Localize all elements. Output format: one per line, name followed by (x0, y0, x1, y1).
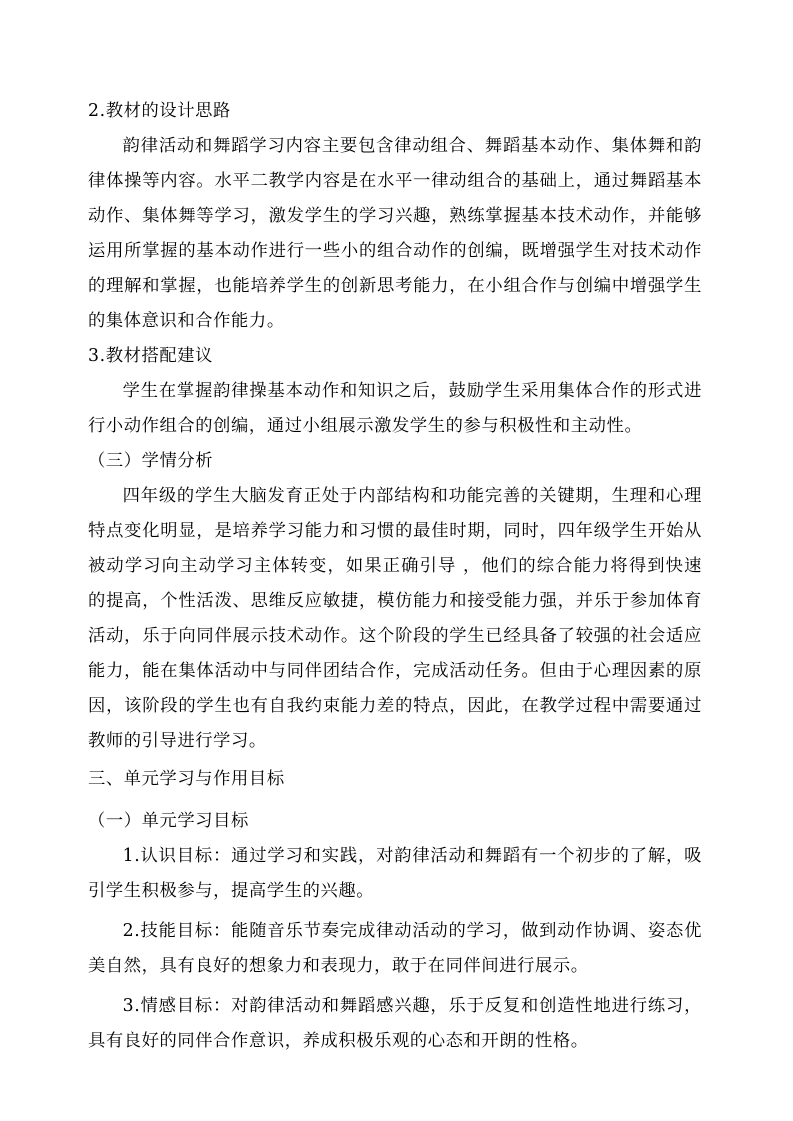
section-2-paragraph: 韵律活动和舞蹈学习内容主要包含律动组合、舞蹈基本动作、集体舞和韵律体操等内容。水平二教学内容是在水平一律动组合的基础上，通过舞蹈基本动作、集体舞等学习，激发学生的学习兴趣，熟练掌握基本技术动作，并能够运用所掌握的基本动作进行一些小的组合动作的创编，既增强学生对技术动作的理解和掌握，也能培养学生的创新思考能力，在小组合作与创编中增强学生的集体意识和合作能力。 (88, 136, 702, 331)
student-analysis-heading: （三）学情分析 (88, 451, 214, 471)
unit-learning-goals-heading: （一）单元学习目标 (88, 811, 249, 831)
goal-skill: 2.技能目标：能随音乐节奏完成律动活动的学习，做到动作协调、姿态优美自然，具有良好的想象力和表现力，敢于在同伴间进行展示。 (88, 921, 702, 976)
unit-goals-section-heading: 三、单元学习与作用目标 (88, 769, 285, 789)
goal-emotional: 3.情感目标：对韵律活动和舞蹈感兴趣，乐于反复和创造性地进行练习，具有良好的同伴合作意识，养成积极乐观的心态和开朗的性格。 (88, 996, 702, 1051)
document-body (88, 94, 702, 1064)
section-3-paragraph: 学生在掌握韵律操基本动作和知识之后，鼓励学生采用集体合作的形式进行小动作组合的创编，通过小组展示激发学生的参与积极性和主动性。 (88, 381, 702, 436)
goal-cognitive: 1.认识目标：通过学习和实践，对韵律活动和舞蹈有一个初步的了解，吸引学生积极参与，提高学生的兴趣。 (88, 846, 702, 901)
student-analysis-paragraph: 四年级的学生大脑发育正处于内部结构和功能完善的关键期，生理和心理特点变化明显，是培养学习能力和习惯的最佳时期，同时，四年级学生开始从被动学习向主动学习主体转变，如果正确引导 ，他们的综合能力将得到快速的提高，个性活泼、思维反应敏捷，模仿能力和接受能力强，并乐于参加体育活动，乐于向同伴展示技术动作。这个阶段的学生已经具备了较强的社会适应能力，能在集体活动中与同伴团结合作，完成活动任务。但由于心理因素的原因，该阶段的学生也有自我约束能力差的特点，因此，在教学过程中需要通过教师的引导进行学习。 (88, 486, 702, 751)
section-2-heading: 2.教材的设计思路 (88, 101, 231, 121)
section-3-heading: 3.教材搭配建议 (88, 346, 213, 366)
